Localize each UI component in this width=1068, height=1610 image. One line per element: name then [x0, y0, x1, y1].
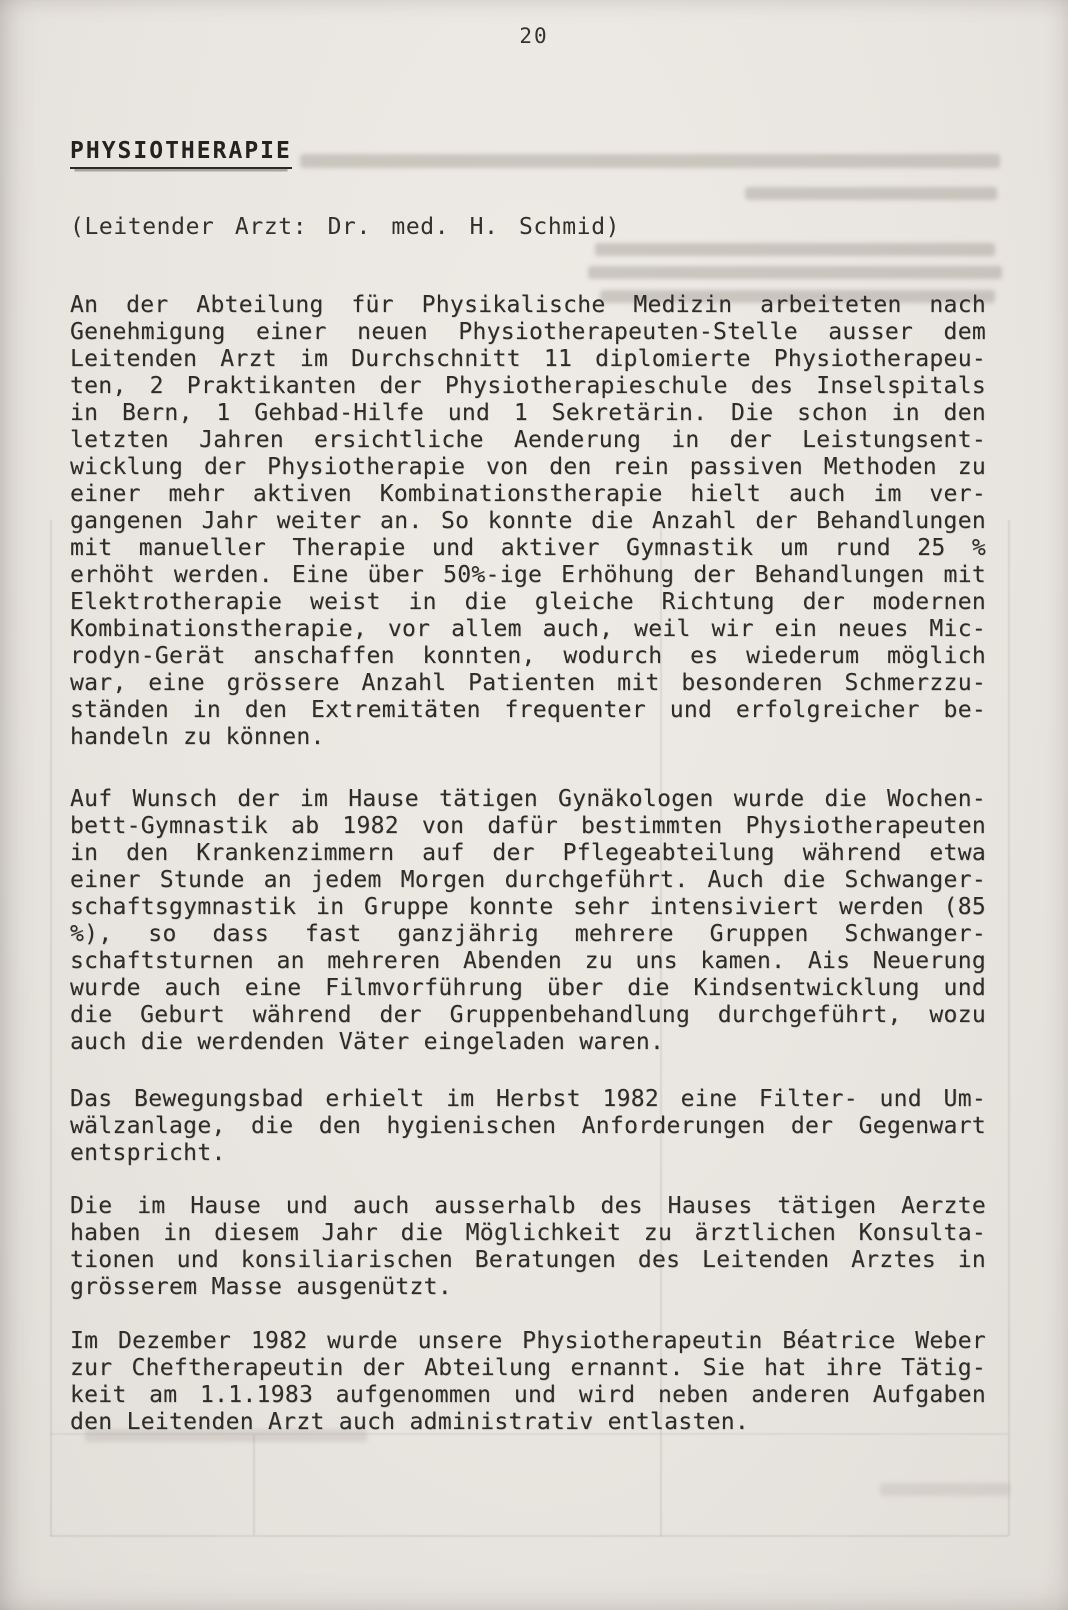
text-line: Leitenden Arzt im Durchschnitt 11 diplomierte Physiotherapeu-: [70, 346, 986, 372]
text-line: ständen in den Extremitäten frequenter und erfolgreicher be-: [70, 697, 986, 723]
text-line: schaftsgymnastik in Gruppe konnte sehr intensiviert werden (85: [70, 894, 986, 920]
text-line: einer mehr aktiven Kombinationstherapie hielt auch im ver-: [70, 481, 986, 507]
text-line: letzten Jahren ersichtliche Aenderung in der Leistungsent-: [70, 427, 986, 453]
text-line: Die im Hause und auch ausserhalb des Hauses tätigen Aerzte: [70, 1193, 986, 1219]
text-line: einer Stunde an jedem Morgen durchgeführt. Auch die Schwanger-: [70, 867, 986, 893]
text-line: mit manueller Therapie und aktiver Gymnastik um rund 25 %: [70, 535, 986, 561]
bleed-through-text: [300, 154, 1000, 168]
subtitle-leading-physician: (Leitender Arzt: Dr. med. H. Schmid): [70, 214, 621, 240]
text-line: in Bern, 1 Gehbad-Hilfe und 1 Sekretärin. Die schon in den: [70, 400, 986, 426]
paragraph: [70, 292, 986, 751]
bleed-through-text: [595, 243, 995, 256]
text-line: Im Dezember 1982 wurde unsere Physiotherapeutin Béatrice Weber: [70, 1328, 986, 1354]
text-line: Das Bewegungsbad erhielt im Herbst 1982 eine Filter- und Um-: [70, 1086, 986, 1112]
text-line: grösserem Masse ausgenützt.: [70, 1274, 452, 1300]
section-heading: PHYSIOTHERAPIE: [70, 138, 292, 169]
text-line: entspricht.: [70, 1140, 226, 1166]
text-line: den Leitenden Arzt auch administrativ entlasten.: [70, 1409, 750, 1435]
paragraph: [70, 1193, 986, 1301]
text-line: war, eine grössere Anzahl Patienten mit besonderen Schmerzzu-: [70, 670, 986, 696]
text-line: schaftsturnen an mehreren Abenden zu uns kamen. Ais Neuerung: [70, 948, 986, 974]
bleed-through-rule: [50, 520, 52, 1536]
text-line: Elektrotherapie weist in die gleiche Richtung der modernen: [70, 589, 986, 615]
text-line: %), so dass fast ganzjährig mehrere Gruppen Schwanger-: [70, 921, 986, 947]
text-line: Kombinationstherapie, vor allem auch, weil wir ein neues Mic-: [70, 616, 986, 642]
text-line: auch die werdenden Väter eingeladen waren.: [70, 1029, 665, 1055]
bleed-through-rule: [50, 1535, 1008, 1537]
text-line: wälzanlage, die den hygienischen Anforderungen der Gegenwart: [70, 1113, 986, 1139]
text-line: ten, 2 Praktikanten der Physiotherapieschule des Inselspitals: [70, 373, 986, 399]
text-line: in den Krankenzimmern auf der Pflegeabteilung während etwa: [70, 840, 986, 866]
text-line: rodyn-Gerät anschaffen konnten, wodurch es wiederum möglich: [70, 643, 986, 669]
paragraph: [70, 786, 986, 1056]
paragraph: [70, 1086, 986, 1167]
text-line: wicklung der Physiotherapie von den rein passiven Methoden zu: [70, 454, 986, 480]
text-line: handeln zu können.: [70, 724, 325, 750]
text-line: erhöht werden. Eine über 50%-ige Erhöhung der Behandlungen mit: [70, 562, 986, 588]
text-line: wurde auch eine Filmvorführung über die Kindsentwicklung und: [70, 975, 986, 1001]
text-line: haben in diesem Jahr die Möglichkeit zu ärztlichen Konsulta-: [70, 1220, 986, 1246]
bleed-through-text: [745, 187, 997, 200]
bleed-through-rule: [1008, 520, 1010, 1536]
text-line: zur Cheftherapeutin der Abteilung ernannt. Sie hat ihre Tätig-: [70, 1355, 986, 1381]
text-line: gangenen Jahr weiter an. So konnte die Anzahl der Behandlungen: [70, 508, 986, 534]
bleed-through-text: [588, 266, 1002, 279]
document-body: [70, 292, 986, 1465]
text-line: keit am 1.1.1983 aufgenommen und wird neben anderen Aufgaben: [70, 1382, 986, 1408]
text-line: bett-Gymnastik ab 1982 von dafür bestimmten Physiotherapeuten: [70, 813, 986, 839]
page-number: 20: [519, 24, 549, 48]
paragraph: [70, 1328, 986, 1436]
bleed-through-text: [880, 1483, 1010, 1496]
text-line: die Geburt während der Gruppenbehandlung durchgeführt, wozu: [70, 1002, 986, 1028]
text-line: Genehmigung einer neuen Physiotherapeuten-Stelle ausser dem: [70, 319, 986, 345]
text-line: tionen und konsiliarischen Beratungen des Leitenden Arztes in: [70, 1247, 986, 1273]
text-line: Auf Wunsch der im Hause tätigen Gynäkologen wurde die Wochen-: [70, 786, 986, 812]
text-line: An der Abteilung für Physikalische Medizin arbeiteten nach: [70, 292, 986, 318]
